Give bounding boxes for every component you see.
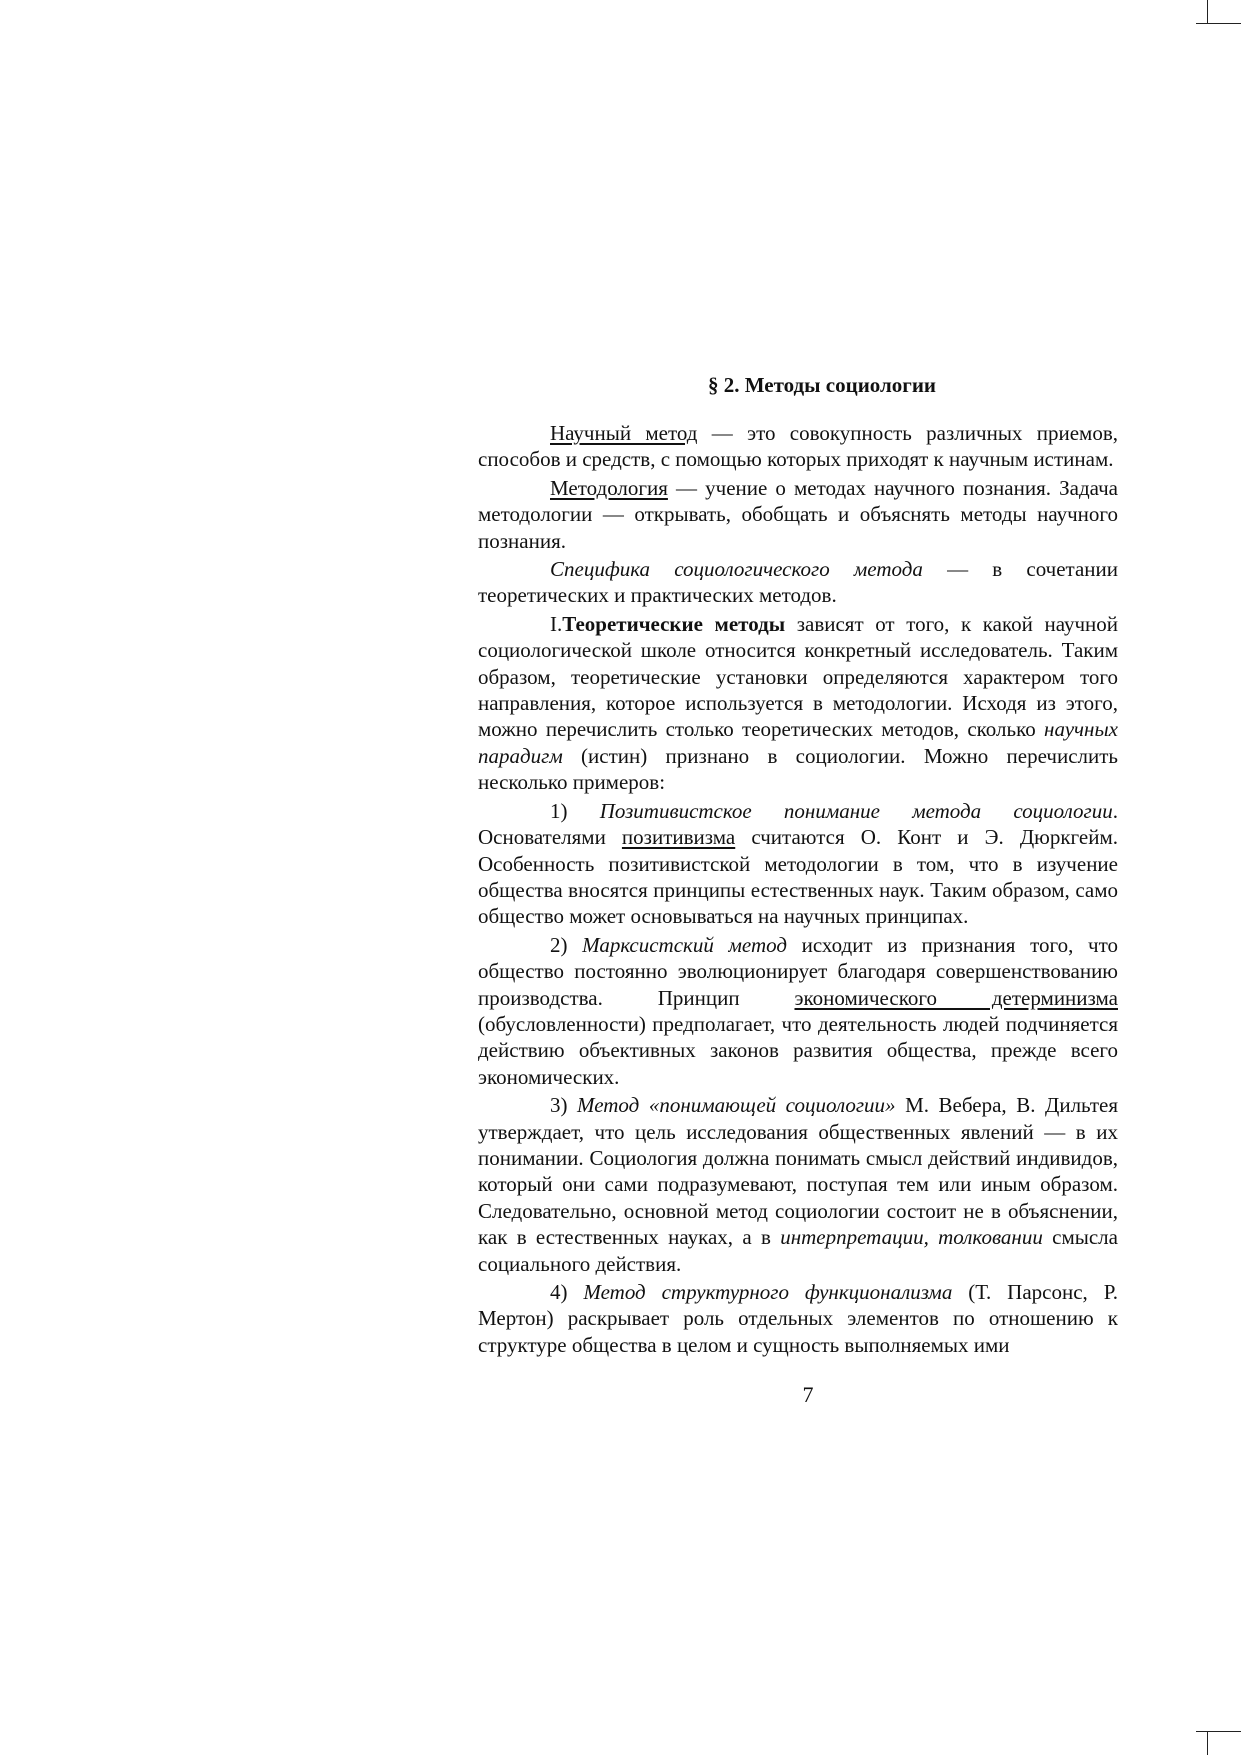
text-segment-italic: научных парадигм — [478, 717, 1118, 768]
paragraph-p1 — [478, 420, 1118, 473]
text-segment-normal: исходит из признания того, что общество постоянно эволюционирует благодаря совершенствованию производства. Принцип — [478, 932, 1118, 1010]
page-body — [478, 372, 1118, 1360]
text-segment-normal: I. — [550, 611, 563, 636]
page-number: 7 — [802, 1382, 814, 1407]
crop-mark-top-right-vertical — [1207, 0, 1208, 23]
paragraph-p6 — [478, 932, 1118, 1090]
paragraph-p3 — [478, 556, 1118, 609]
text-segment-underline: Методология — [550, 475, 668, 500]
text-segment-italic: Марксистский метод — [582, 932, 787, 957]
section-heading: § 2. Методы социологии — [707, 373, 937, 397]
text-segment-underline: Научный метод — [550, 421, 698, 445]
text-segment-normal: (обусловленности) предполагает, что деятельность людей подчиняется действию объективных законов развития общества, прежде всего экономических. — [478, 1011, 1118, 1089]
text-segment-normal: . Основателями — [478, 798, 1118, 850]
paragraph-p8 — [478, 1279, 1118, 1358]
text-segment-normal: (истин) признано в социологии. Можно перечислить несколько примеров: — [478, 743, 1118, 795]
text-segment-normal: (Т. Парсонс, Р. Мертон) раскрывает роль отдельных элементов по отношению к структуре общества в целом и сущность выполняемых ими — [478, 1280, 1118, 1357]
text-segment-normal: 1) — [550, 798, 600, 823]
text-segment-normal: — в сочетании теоретических и практических методов. — [478, 557, 1119, 608]
text-segment-italic: Специфика социологического метода — [550, 557, 923, 582]
text-segment-underline: позитивизма — [621, 825, 736, 850]
text-segment-italic: Метод «понимающей социологии» — [577, 1093, 896, 1118]
text-segment-normal: 2) — [550, 932, 583, 957]
paragraph-p2 — [478, 475, 1118, 554]
text-segment-italic: интерпретации, толковании — [780, 1225, 1043, 1250]
text-segment-bold: Теоретические методы — [562, 611, 786, 636]
text-segment-normal: смысла социального действия. — [478, 1225, 1118, 1276]
text-segment-normal: 4) — [550, 1280, 584, 1304]
crop-mark-bottom-right-horizontal — [1196, 1731, 1241, 1732]
paragraph-p5 — [478, 798, 1118, 930]
paragraph-p7 — [478, 1092, 1118, 1277]
text-segment-normal: считаются О. Конт и Э. Дюркгейм. Особенность позитивистской методологии в том, что в изучение общества вносятся принципы естественных наук. Таким образом, само общество может основываться на научных принципах. — [478, 825, 1118, 929]
text-segment-normal: М. Вебера, В. Дильтея утверждает, что цель исследования общественных явлений — в их понимании. Социология должна понимать смысл действий индивидов, который они сами подразумевают, поступая тем или иным образом. Следовательно, основной метод социологии состоит не в объяснении, как в естественных науках, а в — [478, 1093, 1118, 1250]
crop-mark-top-right-horizontal — [1196, 23, 1241, 24]
text-segment-italic: Позитивистское понимание метода социологии — [599, 798, 1113, 823]
text-segment-italic: Метод структурного функционализма — [583, 1280, 953, 1304]
text-segment-normal: 3) — [550, 1093, 578, 1118]
text-segment-underline: экономического детерминизма — [794, 985, 1118, 1010]
paragraph-container — [478, 420, 1118, 1358]
paragraph-p4 — [478, 611, 1118, 796]
crop-mark-bottom-right-vertical — [1207, 1731, 1208, 1755]
text-segment-normal: — учение о методах научного познания. Задача методологии — открывать, обобщать и объяснять методы научного познания. — [478, 475, 1118, 553]
text-segment-normal: — это совокупность различных приемов, способов и средств, с помощью которых приходят к научным истинам. — [478, 421, 1118, 472]
text-segment-normal: зависят от того, к какой научной социологической школе относится конкретный исследователь. Таким образом, теоретические установки определяются характером того направления, которое используется в методологии. Исходя из этого, можно перечислить столько теоретических методов, сколько — [478, 611, 1118, 742]
